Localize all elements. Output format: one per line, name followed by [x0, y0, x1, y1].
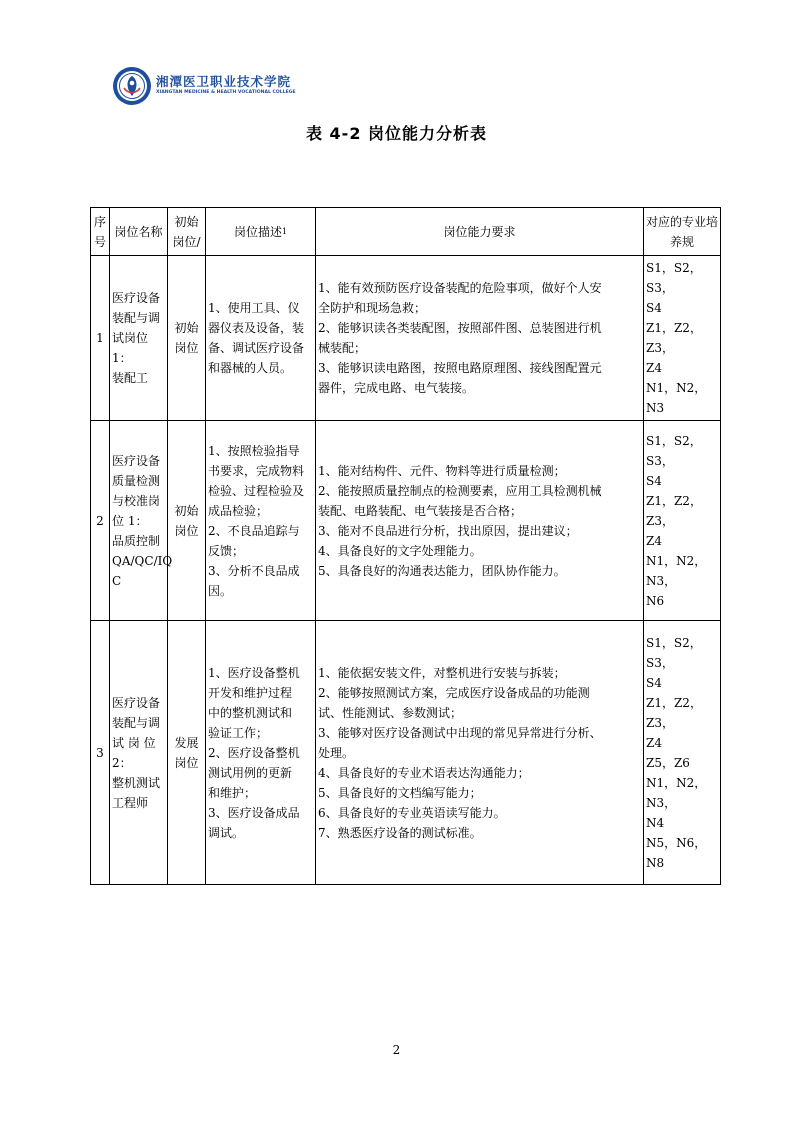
college-logo [112, 66, 312, 106]
table-row [91, 256, 721, 421]
row-requirements: 1、能对结构件、元件、物料等进行质量检测； 2、能按照质量控制点的检测要素，应用工具检测机械 装配、电路装配、电气装接是否合格； 3、能对不良品进行分析，找出原因，提出建议； 4、具备良好的文字处理能力。 5、具备良好的沟通表达能力，团队协作能力。 [316, 421, 644, 621]
row-desc: 1、使用工具、仪 器仪表及设备，装 备、调试医疗设备 和器械的人员。 [206, 256, 316, 421]
table-header-row [91, 208, 721, 256]
table-title: 表 4-2 岗位能力分析表 [305, 124, 488, 143]
row-num: 2 [91, 421, 110, 621]
table-row [91, 621, 721, 885]
row-initial: 初始岗位 [168, 256, 206, 421]
row-num: 1 [91, 256, 110, 421]
row-num: 3 [91, 621, 110, 885]
header-spec: 对应的专业培养规 [644, 208, 721, 256]
row-spec: S1，S2，S3， S4 Z1，Z2，Z3， Z4 N1，N2，N3 [644, 256, 721, 421]
header-desc-label: 岗位描述 [233, 224, 282, 239]
row-desc: 1、按照检验指导 书要求，完成物料 检验、过程检验及 成品检验； 2、不良品追踪与 反馈； 3、分析不良品成 因。 [206, 421, 316, 621]
row-requirements: 1、能依据安装文件，对整机进行安装与拆装； 2、能够按照测试方案，完成医疗设备成品的功能测 试、性能测试、参数测试； 3、能够对医疗设备测试中出现的常见异常进行分析、 处理。 4、具备良好的专业术语表达沟通能力； 5、具备良好的文档编写能力； 6、具备良好的专业英语读写能力。 7、熟悉医疗设备的测试标准。 [316, 621, 644, 885]
row-name: 医疗设备 质量检测 与校准岗 位 1： 品质控制 QA/QC/IQ C [110, 421, 168, 621]
row-spec: S1，S2，S3， S4 Z1，Z2，Z3， Z4 N1，N2，N3， N6 [644, 421, 721, 621]
header-req: 岗位能力要求 [316, 208, 644, 256]
header-desc-footnote: 1 [281, 226, 288, 236]
header-desc [206, 208, 316, 256]
college-name-en: XIANGTAN MEDICINE & HEALTH VOCATIONAL COLLEGE [156, 90, 296, 95]
row-initial: 初始岗位 [168, 421, 206, 621]
row-initial: 发展岗位 [168, 621, 206, 885]
header-num: 序号 [91, 208, 110, 256]
row-requirements: 1、能有效预防医疗设备装配的危险事项，做好个人安 全防护和现场急救； 2、能够识读各类装配图，按照部件图、总装图进行机 械装配； 3、能够识读电路图，按照电路原理图、接线图配置元 器件，完成电路、电气装接。 [316, 256, 644, 421]
row-name: 医疗设备 装配与调 试岗位 1： 装配工 [110, 256, 168, 421]
header-name: 岗位名称 [110, 208, 168, 256]
college-emblem-icon [112, 66, 152, 106]
table-row [91, 421, 721, 621]
position-ability-table [90, 207, 721, 885]
college-name-cn: 湘潭医卫职业技术学院 [156, 74, 292, 89]
row-name: 医疗设备 装配与调 试 岗 位 2： 整机测试 工程师 [110, 621, 168, 885]
page-number: 2 [392, 1043, 401, 1057]
row-spec: S1，S2，S3， S4 Z1，Z2，Z3， Z4 Z5，Z6 N1，N2，N3， N4 N5，N6，N8 [644, 621, 721, 885]
header-initial: 初始岗位/ [168, 208, 206, 256]
row-desc: 1、医疗设备整机 开发和维护过程 中的整机测试和 验证工作； 2、医疗设备整机 测试用例的更新 和维护； 3、医疗设备成品 调试。 [206, 621, 316, 885]
